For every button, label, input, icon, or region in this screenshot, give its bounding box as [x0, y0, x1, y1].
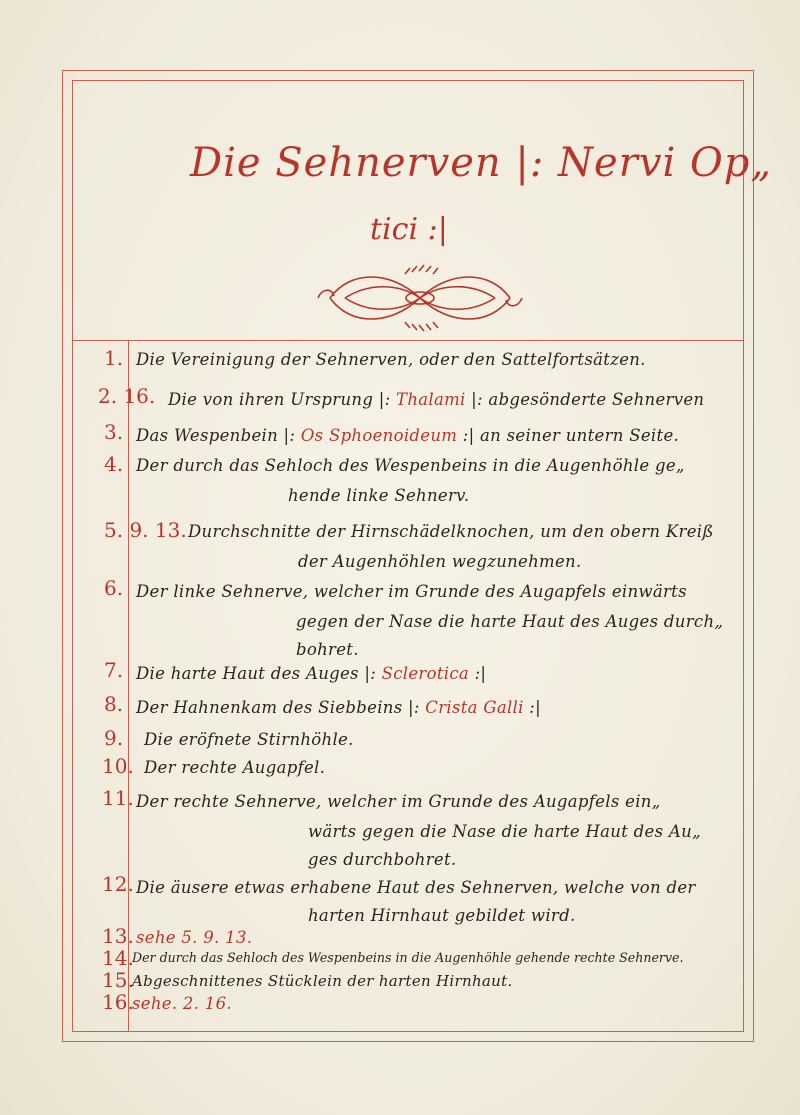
entry-text: hende linke Sehnerv. — [288, 486, 470, 505]
entry-text: ges durchbohret. — [308, 850, 457, 869]
entry-text-a: Der Hahnenkam des Siebbeins |: — [136, 698, 420, 717]
entry-number: 2. 16. — [98, 384, 156, 408]
entry-number: 8. — [104, 692, 124, 716]
entry-text: Der rechte Sehnerve, welcher im Grunde des Augapfels ein„ — [136, 792, 661, 811]
entry-text: sehe. 2. 16. — [132, 994, 232, 1013]
page-title-continued: tici :| — [370, 212, 448, 247]
entry-text: Die Vereinigung der Sehnerven, oder den Sattelfortsätzen. — [136, 350, 646, 369]
entry-text-a: Die harte Haut des Auges |: — [136, 664, 377, 683]
entry-number: 9. — [104, 726, 124, 750]
entry-text-b: :| — [474, 664, 487, 683]
entry-number: 12. — [102, 872, 134, 896]
entry-text-a: Die von ihren Ursprung |: — [168, 390, 391, 409]
latin-term: Sclerotica — [381, 664, 470, 683]
entry-number: 15. — [102, 968, 134, 992]
entry-text: Der durch das Sehloch des Wespenbeins in die Augenhöhle gehende rechte Sehnerve. — [132, 950, 684, 965]
entry-number: 10. — [102, 754, 134, 778]
entry-text — [136, 664, 486, 683]
entry-text: gegen der Nase die harte Haut des Auges durch„ — [296, 612, 724, 631]
entry-number: 13. — [102, 924, 134, 948]
entry-text: Abgeschnittenes Stücklein der harten Hirnhaut. — [132, 972, 513, 990]
entry-text: der Augenhöhlen wegzunehmen. — [298, 552, 582, 571]
page-title: Die Sehnerven |: Nervi Op„ — [190, 140, 773, 186]
entry-number: 4. — [104, 452, 124, 476]
entry-number: 16. — [102, 990, 134, 1014]
entry-number: 5. 9. 13. — [104, 518, 187, 542]
entry-text-b: :| — [529, 698, 541, 717]
entry-number: 11. — [102, 786, 134, 810]
entry-text: Die eröfnete Stirnhöhle. — [144, 730, 354, 749]
entry-number: 1. — [104, 346, 124, 370]
latin-term: Thalami — [396, 390, 466, 409]
entry-text: Der linke Sehnerve, welcher im Grunde des Augapfels einwärts — [136, 582, 687, 601]
entry-text — [136, 698, 541, 717]
calligraphic-flourish-icon — [310, 262, 530, 334]
entry-text: Durchschnitte der Hirnschädelknochen, um den obern Kreiß — [188, 522, 714, 541]
entry-text-b: |: abgesönderte Sehnerven — [471, 390, 705, 409]
entry-text: Der rechte Augapfel. — [144, 758, 326, 777]
entry-number: 3. — [104, 420, 124, 444]
entry-number: 7. — [104, 658, 124, 682]
top-rule — [72, 340, 744, 341]
entry-text: wärts gegen die Nase die harte Haut des Au„ — [308, 822, 701, 841]
entry-number: 6. — [104, 576, 124, 600]
entry-text-a: Das Wespenbein |: — [136, 426, 296, 445]
entry-text — [168, 390, 704, 409]
latin-term: Os Sphoenoideum — [300, 426, 458, 445]
entry-text — [136, 426, 679, 445]
entry-text: Die äusere etwas erhabene Haut des Sehnerven, welche von der — [136, 878, 696, 897]
entry-text: harten Hirnhaut gebildet wird. — [308, 906, 576, 925]
entry-text: Der durch das Sehloch des Wespenbeins in die Augenhöhle ge„ — [136, 456, 685, 475]
entry-text-b: :| an seiner untern Seite. — [462, 426, 680, 445]
entry-text: sehe 5. 9. 13. — [136, 928, 253, 947]
latin-term: Crista Galli — [425, 698, 524, 717]
entry-number: 14. — [102, 946, 134, 970]
entry-text: bohret. — [296, 640, 359, 659]
